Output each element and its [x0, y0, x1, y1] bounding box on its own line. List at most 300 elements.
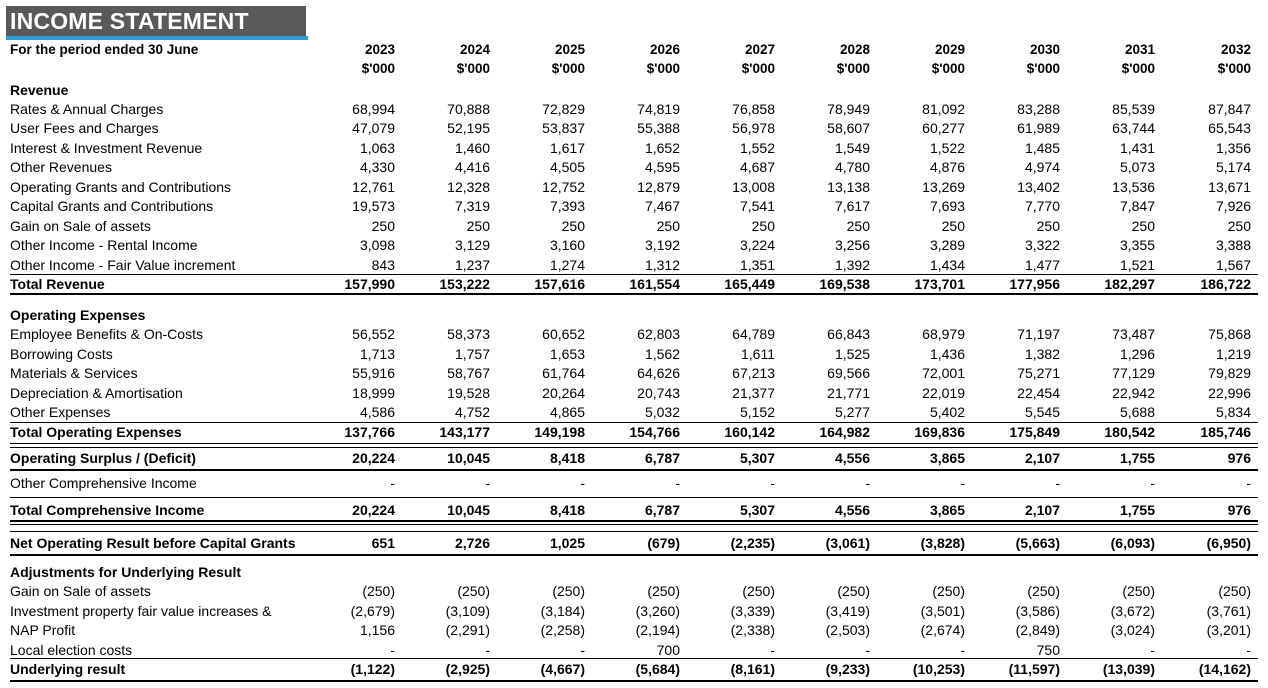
unit-header: $'000 — [1026, 61, 1060, 76]
table-cell: 81,092 — [922, 101, 965, 117]
unit-header: $'000 — [646, 61, 680, 76]
table-cell: (250) — [837, 583, 870, 599]
table-rule — [10, 554, 1258, 556]
table-cell: 68,979 — [922, 326, 965, 342]
table-cell: 843 — [371, 257, 395, 273]
table-cell: (9,233) — [825, 661, 870, 677]
table-cell: 157,616 — [534, 276, 585, 292]
table-rule — [10, 274, 1258, 275]
table-cell: 21,771 — [827, 385, 870, 401]
row-label: Other Comprehensive Income — [10, 475, 197, 491]
table-cell: 7,693 — [929, 198, 965, 214]
table-cell: 75,271 — [1017, 365, 1060, 381]
table-cell: 71,197 — [1017, 326, 1060, 342]
table-cell: 87,847 — [1208, 101, 1251, 117]
table-cell: (5,684) — [635, 661, 680, 677]
table-cell: 4,687 — [739, 159, 775, 175]
year-header: 2029 — [934, 42, 965, 57]
table-cell: 68,994 — [352, 101, 395, 117]
table-cell: 1,274 — [549, 257, 585, 273]
table-cell: - — [960, 642, 965, 658]
table-cell: 1,562 — [644, 346, 680, 362]
table-cell: 173,701 — [914, 276, 965, 292]
table-cell: 7,467 — [644, 198, 680, 214]
table-cell: 1,237 — [454, 257, 490, 273]
table-cell: 3,129 — [454, 237, 490, 253]
table-cell: 154,766 — [629, 424, 680, 440]
table-cell: 175,849 — [1009, 424, 1060, 440]
table-cell: (1,122) — [350, 661, 395, 677]
table-cell: - — [865, 475, 870, 491]
table-cell: 77,129 — [1112, 365, 1155, 381]
row-label: Borrowing Costs — [10, 346, 113, 362]
table-cell: 143,177 — [439, 424, 490, 440]
table-cell: 67,213 — [732, 365, 775, 381]
table-cell: 1,296 — [1119, 346, 1155, 362]
table-cell: - — [1055, 475, 1060, 491]
table-cell: 13,536 — [1112, 179, 1155, 195]
table-cell: 1,351 — [739, 257, 775, 273]
row-label: NAP Profit — [10, 622, 76, 638]
table-cell: (8,161) — [730, 661, 775, 677]
table-cell: 61,764 — [542, 365, 585, 381]
table-cell: 56,552 — [352, 326, 395, 342]
table-cell: 3,224 — [739, 237, 775, 253]
table-cell: 12,752 — [542, 179, 585, 195]
row-label: Total Comprehensive Income — [10, 502, 205, 518]
table-cell: 5,834 — [1215, 404, 1251, 420]
unit-header: $'000 — [1121, 61, 1155, 76]
table-cell: (2,849) — [1015, 622, 1060, 638]
table-cell: (3,586) — [1015, 603, 1060, 619]
table-cell: 7,617 — [834, 198, 870, 214]
table-cell: 153,222 — [439, 276, 490, 292]
table-cell: (2,674) — [920, 622, 965, 638]
table-cell: 5,402 — [929, 404, 965, 420]
row-label: Local election costs — [10, 642, 133, 658]
year-header: 2032 — [1220, 42, 1251, 57]
year-header: 2026 — [649, 42, 680, 57]
table-cell: 169,836 — [914, 424, 965, 440]
table-cell: 1,549 — [834, 140, 870, 156]
table-cell: 72,829 — [542, 101, 585, 117]
table-cell: (250) — [552, 583, 585, 599]
table-cell: - — [960, 475, 965, 491]
table-cell: (3,260) — [635, 603, 680, 619]
section-heading: Adjustments for Underlying Result — [10, 564, 242, 580]
table-cell: 1,521 — [1119, 257, 1155, 273]
section-heading: Operating Expenses — [10, 307, 146, 323]
table-cell: 4,330 — [359, 159, 395, 175]
year-header: 2028 — [839, 42, 870, 57]
table-cell: 83,288 — [1017, 101, 1060, 117]
table-cell: 157,990 — [344, 276, 395, 292]
table-cell: 177,956 — [1009, 276, 1060, 292]
page-title: INCOME STATEMENT — [10, 8, 249, 34]
table-cell: (679) — [647, 535, 680, 551]
table-cell: (3,828) — [920, 535, 965, 551]
table-cell: 75,868 — [1208, 326, 1251, 342]
table-cell: 79,829 — [1208, 365, 1251, 381]
unit-header: $'000 — [836, 61, 870, 76]
table-cell: - — [390, 475, 395, 491]
table-cell: 169,538 — [819, 276, 870, 292]
table-cell: 8,418 — [549, 450, 585, 466]
table-cell: 4,556 — [834, 502, 870, 518]
row-label: Operating Surplus / (Deficit) — [10, 450, 196, 466]
table-cell: 4,595 — [644, 159, 680, 175]
table-cell: 5,688 — [1119, 404, 1155, 420]
table-cell: 47,079 — [352, 120, 395, 136]
table-cell: 58,373 — [447, 326, 490, 342]
row-label: Underlying result — [10, 661, 126, 677]
table-cell: 73,487 — [1112, 326, 1155, 342]
table-cell: - — [485, 475, 490, 491]
unit-header: $'000 — [456, 61, 490, 76]
table-cell: 1,485 — [1024, 140, 1060, 156]
table-cell: 20,743 — [637, 385, 680, 401]
table-cell: 186,722 — [1200, 276, 1251, 292]
table-cell: 1,156 — [359, 622, 395, 638]
table-cell: 1,617 — [549, 140, 585, 156]
table-cell: 22,454 — [1017, 385, 1060, 401]
table-cell: 3,865 — [929, 450, 965, 466]
table-cell: 7,926 — [1215, 198, 1251, 214]
table-rule — [10, 524, 1258, 525]
table-cell: 1,522 — [929, 140, 965, 156]
table-cell: 13,138 — [827, 179, 870, 195]
table-cell: (4,667) — [540, 661, 585, 677]
table-cell: 4,780 — [834, 159, 870, 175]
table-cell: 22,019 — [922, 385, 965, 401]
table-cell: 74,819 — [637, 101, 680, 117]
table-cell: 7,847 — [1119, 198, 1155, 214]
table-cell: 3,256 — [834, 237, 870, 253]
table-cell: 19,573 — [352, 198, 395, 214]
table-cell: (3,024) — [1110, 622, 1155, 638]
table-cell: 13,671 — [1208, 179, 1251, 195]
table-cell: (13,039) — [1102, 661, 1155, 677]
title-underline — [6, 36, 308, 40]
table-rule — [10, 469, 1258, 471]
table-cell: (3,339) — [730, 603, 775, 619]
year-header: 2023 — [364, 42, 395, 57]
row-label: Depreciation & Amortisation — [10, 385, 183, 401]
table-cell: (3,501) — [920, 603, 965, 619]
table-cell: (2,338) — [730, 622, 775, 638]
title-bar — [6, 6, 306, 36]
table-cell: 165,449 — [724, 276, 775, 292]
table-cell: (250) — [362, 583, 395, 599]
table-cell: 250 — [371, 218, 395, 234]
table-cell: (2,258) — [540, 622, 585, 638]
table-cell: 1,552 — [739, 140, 775, 156]
row-label: Operating Grants and Contributions — [10, 179, 232, 195]
row-label: Net Operating Result before Capital Grants — [10, 535, 296, 551]
table-cell: 1,755 — [1119, 502, 1155, 518]
table-cell: 161,554 — [629, 276, 680, 292]
table-rule — [10, 422, 1258, 423]
table-cell: (250) — [1218, 583, 1251, 599]
table-cell: - — [1246, 642, 1251, 658]
row-label: Total Revenue — [10, 276, 105, 292]
table-cell: 1,611 — [741, 346, 775, 362]
table-cell: (10,253) — [912, 661, 965, 677]
table-cell: 1,312 — [644, 257, 680, 273]
row-label: Interest & Investment Revenue — [10, 140, 203, 156]
table-cell: 7,393 — [549, 198, 585, 214]
table-cell: (3,109) — [445, 603, 490, 619]
table-cell: 13,269 — [922, 179, 965, 195]
table-cell: 70,888 — [447, 101, 490, 117]
table-cell: 58,607 — [827, 120, 870, 136]
row-label: User Fees and Charges — [10, 120, 159, 136]
table-cell: 56,978 — [732, 120, 775, 136]
table-cell: 1,713 — [359, 346, 395, 362]
row-label: Materials & Services — [10, 365, 138, 381]
table-cell: 12,879 — [637, 179, 680, 195]
table-cell: 250 — [751, 218, 775, 234]
table-cell: (6,950) — [1206, 535, 1251, 551]
table-cell: 19,528 — [447, 385, 490, 401]
table-cell: 1,356 — [1215, 140, 1251, 156]
unit-header: $'000 — [1217, 61, 1251, 76]
table-cell: 1,025 — [549, 535, 585, 551]
table-cell: 182,297 — [1104, 276, 1155, 292]
table-cell: 65,543 — [1208, 120, 1251, 136]
table-cell: 5,152 — [739, 404, 775, 420]
table-cell: 250 — [466, 218, 490, 234]
table-rule — [10, 447, 1258, 448]
table-cell: 85,539 — [1112, 101, 1155, 117]
table-cell: 4,752 — [454, 404, 490, 420]
table-cell: 13,402 — [1017, 179, 1060, 195]
table-cell: 60,277 — [922, 120, 965, 136]
year-header: 2027 — [744, 42, 775, 57]
year-header: 2025 — [554, 42, 585, 57]
table-cell: 1,431 — [1119, 140, 1155, 156]
table-cell: 4,586 — [359, 404, 395, 420]
unit-header: $'000 — [741, 61, 775, 76]
table-cell: 2,107 — [1024, 502, 1060, 518]
table-cell: 55,388 — [637, 120, 680, 136]
table-cell: 1,755 — [1119, 450, 1155, 466]
table-cell: - — [675, 475, 680, 491]
table-cell: 7,770 — [1024, 198, 1060, 214]
table-cell: - — [580, 475, 585, 491]
table-cell: - — [390, 642, 395, 658]
row-label: Gain on Sale of assets — [10, 583, 151, 599]
table-cell: 55,916 — [352, 365, 395, 381]
table-cell: 149,198 — [534, 424, 585, 440]
table-cell: (2,503) — [825, 622, 870, 638]
table-cell: 976 — [1227, 450, 1251, 466]
table-cell: 1,525 — [834, 346, 870, 362]
table-cell: (250) — [932, 583, 965, 599]
table-cell: 53,837 — [542, 120, 585, 136]
table-cell: 2,107 — [1024, 450, 1060, 466]
year-header: 2024 — [459, 42, 490, 57]
table-cell: 1,757 — [454, 346, 490, 362]
table-cell: 60,652 — [542, 326, 585, 342]
table-cell: 63,744 — [1112, 120, 1155, 136]
table-cell: 7,319 — [454, 198, 490, 214]
table-cell: (6,093) — [1110, 535, 1155, 551]
table-cell: 5,545 — [1024, 404, 1060, 420]
table-cell: 78,949 — [827, 101, 870, 117]
table-cell: 164,982 — [819, 424, 870, 440]
table-cell: 3,355 — [1119, 237, 1155, 253]
table-cell: (3,419) — [825, 603, 870, 619]
table-cell: 5,277 — [834, 404, 870, 420]
table-cell: - — [1150, 642, 1155, 658]
table-cell: 69,566 — [827, 365, 870, 381]
table-rule — [10, 443, 1258, 444]
table-cell: 6,787 — [644, 502, 680, 518]
table-cell: 1,567 — [1215, 257, 1251, 273]
table-cell: 3,192 — [644, 237, 680, 253]
table-cell: 250 — [941, 218, 965, 234]
row-label: Other Revenues — [10, 159, 112, 175]
table-cell: 20,224 — [352, 450, 395, 466]
row-label: Other Expenses — [10, 404, 111, 420]
table-cell: 5,032 — [644, 404, 680, 420]
table-cell: 5,174 — [1215, 159, 1251, 175]
table-cell: (3,061) — [825, 535, 870, 551]
table-cell: (250) — [1122, 583, 1155, 599]
table-cell: 3,865 — [929, 502, 965, 518]
table-cell: 64,626 — [637, 365, 680, 381]
row-label: Investment property fair value increases & — [10, 603, 272, 619]
unit-header: $'000 — [361, 61, 395, 76]
table-cell: 4,505 — [549, 159, 585, 175]
unit-header: $'000 — [931, 61, 965, 76]
table-cell: 4,865 — [549, 404, 585, 420]
table-cell: 976 — [1227, 502, 1251, 518]
table-cell: 4,876 — [929, 159, 965, 175]
period-label: For the period ended 30 June — [10, 42, 199, 57]
row-label: Other Income - Fair Value increment — [10, 257, 236, 273]
table-rule — [10, 497, 1258, 498]
table-cell: - — [865, 642, 870, 658]
table-cell: (14,162) — [1198, 661, 1251, 677]
table-cell: 22,942 — [1112, 385, 1155, 401]
table-cell: 750 — [1036, 642, 1060, 658]
table-cell: 5,307 — [739, 450, 775, 466]
table-cell: - — [770, 475, 775, 491]
table-cell: 10,045 — [447, 502, 490, 518]
table-cell: 651 — [371, 535, 395, 551]
table-cell: - — [1246, 475, 1251, 491]
row-label: Capital Grants and Contributions — [10, 198, 214, 214]
table-cell: 3,098 — [359, 237, 395, 253]
table-cell: 1,436 — [929, 346, 965, 362]
row-label: Other Income - Rental Income — [10, 237, 198, 253]
table-cell: 20,224 — [352, 502, 395, 518]
table-cell: 180,542 — [1104, 424, 1155, 440]
table-cell: (2,925) — [445, 661, 490, 677]
table-cell: (2,235) — [730, 535, 775, 551]
table-cell: 137,766 — [344, 424, 395, 440]
table-cell: 4,556 — [834, 450, 870, 466]
row-label: Total Operating Expenses — [10, 424, 182, 440]
table-cell: 72,001 — [922, 365, 965, 381]
table-cell: (3,201) — [1206, 622, 1251, 638]
table-cell: (250) — [742, 583, 775, 599]
table-cell: 2,726 — [454, 535, 490, 551]
table-cell: (3,184) — [540, 603, 585, 619]
table-cell: 700 — [656, 642, 680, 658]
table-cell: (2,679) — [350, 603, 395, 619]
table-cell: 1,434 — [929, 257, 965, 273]
table-cell: (3,761) — [1206, 603, 1251, 619]
table-cell: 22,996 — [1208, 385, 1251, 401]
table-cell: 160,142 — [724, 424, 775, 440]
section-heading: Revenue — [10, 82, 69, 98]
table-cell: 250 — [1131, 218, 1155, 234]
table-cell: 3,388 — [1215, 237, 1251, 253]
table-cell: 52,195 — [447, 120, 490, 136]
table-cell: 1,382 — [1024, 346, 1060, 362]
table-cell: 1,392 — [834, 257, 870, 273]
table-rule — [10, 520, 1258, 522]
table-cell: 6,787 — [644, 450, 680, 466]
table-cell: (2,291) — [445, 622, 490, 638]
unit-header: $'000 — [551, 61, 585, 76]
table-cell: 18,999 — [352, 385, 395, 401]
table-cell: 58,767 — [447, 365, 490, 381]
table-cell: 21,377 — [732, 385, 775, 401]
table-cell: - — [770, 642, 775, 658]
table-cell: 250 — [561, 218, 585, 234]
table-cell: 250 — [846, 218, 870, 234]
table-cell: 10,045 — [447, 450, 490, 466]
table-cell: (11,597) — [1008, 661, 1060, 677]
table-cell: 12,328 — [447, 179, 490, 195]
table-rule — [10, 680, 1258, 682]
table-cell: 1,652 — [644, 140, 680, 156]
row-label: Rates & Annual Charges — [10, 101, 164, 117]
table-cell: (250) — [647, 583, 680, 599]
table-rule — [10, 293, 1258, 295]
table-cell: 4,416 — [454, 159, 490, 175]
table-cell: 20,264 — [542, 385, 585, 401]
table-rule — [10, 531, 1258, 532]
table-cell: 1,460 — [454, 140, 490, 156]
table-cell: (250) — [1027, 583, 1060, 599]
table-cell: 8,418 — [549, 502, 585, 518]
year-header: 2031 — [1124, 42, 1155, 57]
table-cell: 1,477 — [1024, 257, 1060, 273]
row-label: Employee Benefits & On-Costs — [10, 326, 203, 342]
table-cell: 250 — [656, 218, 680, 234]
table-cell: 1,063 — [359, 140, 395, 156]
table-cell: - — [1150, 475, 1155, 491]
table-cell: 62,803 — [637, 326, 680, 342]
table-cell: 250 — [1227, 218, 1251, 234]
table-cell: 5,073 — [1119, 159, 1155, 175]
row-label: Gain on Sale of assets — [10, 218, 151, 234]
table-cell: (250) — [457, 583, 490, 599]
table-cell: (2,194) — [635, 622, 680, 638]
table-cell: 76,858 — [732, 101, 775, 117]
table-cell: 66,843 — [827, 326, 870, 342]
table-cell: - — [580, 642, 585, 658]
year-header: 2030 — [1029, 42, 1060, 57]
table-cell: 12,761 — [352, 179, 395, 195]
table-cell: 3,322 — [1024, 237, 1060, 253]
table-cell: 7,541 — [739, 198, 775, 214]
